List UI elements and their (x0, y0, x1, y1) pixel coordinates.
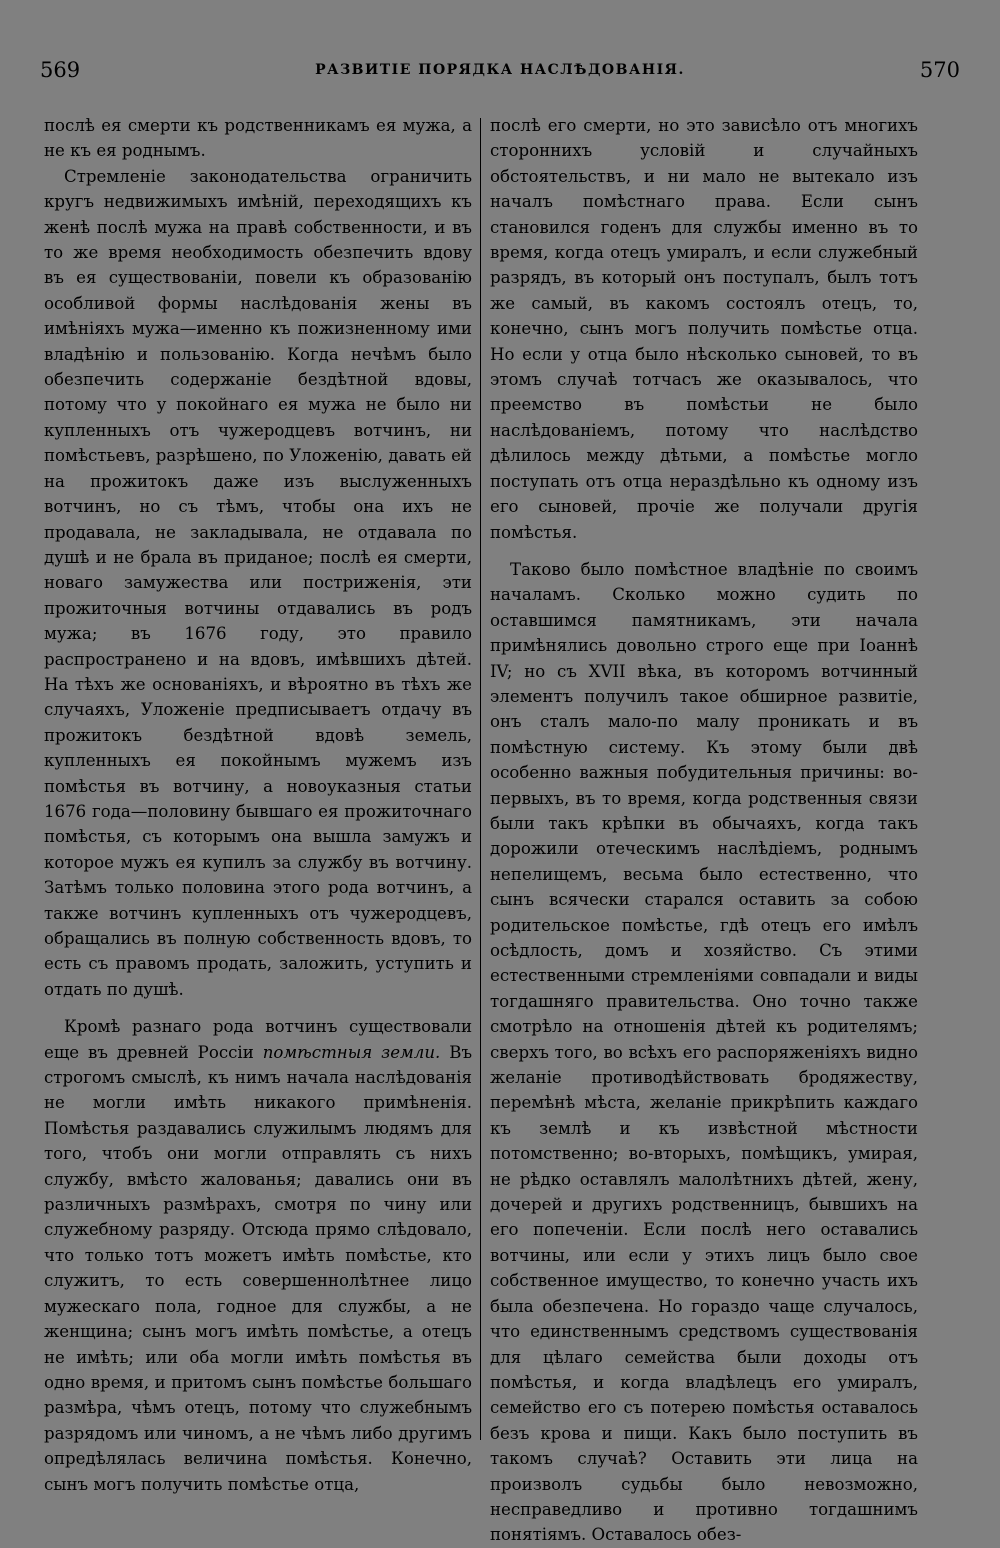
running-title: РАЗВИТІЕ ПОРЯДКА НАСЛѢДОВАНІЯ. (315, 62, 685, 78)
paragraph (44, 1014, 472, 1497)
left-column (44, 113, 472, 1497)
paragraph: Таково было помѣстное владѣніе по своимъ началамъ. Сколько можно судить по оставшимся памятникамъ, эти начала примѣнялись довольно строго еще при Іоаннѣ IV; но съ XVII вѣка, въ которомъ вотчинный элементъ получилъ такое обширное развитіе, онъ сталъ мало-по малу проникать и въ помѣстную систему. Къ этому были двѣ особенно важныя побудительныя причины: во-первыхъ, въ то время, когда родственныя связи были такъ крѣпки въ обычаяхъ, когда такъ дорожили отеческимъ наслѣдіемъ, роднымъ непелищемъ, весьма было естественно, что сынъ всячески старался оставить за собою родительское помѣстье, гдѣ отецъ его имѣлъ осѣдлость, домъ и хозяйство. Съ этими естественными стремленіями совпадали и виды тогдашняго правительства. Оно точно также смотрѣло на отношенія дѣтей къ родителямъ; сверхъ того, во всѣхъ его распоряженіяхъ видно желаніе противодѣйствовать бродяжеству, перемѣнѣ мѣста, желаніе прикрѣпить каждаго къ землѣ и къ извѣстной мѣстности потомственно; во-вторыхъ, помѣщикъ, умирая, не рѣдко оставлялъ малолѣтнихъ дѣтей, жену, дочерей и другихъ родственницъ, бывшихъ на его попеченіи. Если послѣ него оставались вотчины, или если у этихъ лицъ было свое собственное имущество, то конечно участь ихъ была обезпечена. Но гораздо чаще случалось, что единственнымъ средствомъ существованія для цѣлаго семейства были доходы отъ помѣстья, и когда владѣлецъ его умиралъ, семейство его съ потерею помѣстья оставалось безъ крова и пищи. Какъ было поступить въ такомъ случаѣ? Оставить эти лица на произволъ судьбы было невозможно, несправедливо и противно тогдашнимъ понятіямъ. Оставалось обез- (490, 559, 918, 1545)
paragraph: послѣ его смерти, но это зависѣло отъ многихъ стороннихъ условій и случайныхъ обстоятельствъ, и ни мало не вытекало изъ началъ помѣстнаго права. Если сынъ становился годенъ для службы именно въ то время, когда отецъ умиралъ, и если служебный разрядъ, въ который онъ поступалъ, былъ тотъ же самый, въ какомъ состоялъ отецъ, то, конечно, сынъ могъ получить помѣстье отца. Но если у отца было нѣсколько сыновей, то въ этомъ случаѣ тотчасъ же оказывалось, что преемство въ помѣстьи не было наслѣдованіемъ, потому что наслѣдство дѣлилось между дѣтьми, а помѣстье могло поступать отъ отца нераздѣльно къ одному изъ его сыновей, прочіе же получали другія помѣстья. (490, 116, 918, 542)
paragraph: Стремленіе законодательства ограничить кругъ недвижимыхъ имѣній, переходящихъ къ женѣ послѣ мужа на правѣ собственности, и въ то же время необходимость обезпечить вдову въ ея существованіи, повели къ образованію особливой формы наслѣдованія жены въ имѣніяхъ мужа—именно къ пожизненному ими владѣнію и пользованію. Когда нечѣмъ было обезпечить содержаніе бездѣтной вдовы, потому что у покойнаго ея мужа не было ни купленныхъ отъ чужеродцевъ вотчинъ, ни помѣстьевъ, разрѣшено, по Уложенію, давать ей на прожитокъ даже изъ выслуженныхъ вотчинъ, но съ тѣмъ, чтобы она ихъ не продавала, не закладывала, не отдавала по душѣ и не брала въ приданое; послѣ ея смерти, новаго замужества или постриженія, эти прожиточныя вотчины отдавались въ родъ мужа; въ 1676 году, это правило распространено и на вдовъ, имѣвшихъ дѣтей. На тѣхъ же основаніяхъ, и вѣроятно въ тѣхъ же случаяхъ, Уложеніе предписываетъ отдачу въ прожитокъ бездѣтной вдовѣ земель, купленныхъ ея покойнымъ мужемъ изъ помѣстья въ вотчину, а новоуказныя статьи 1676 года—половину бывшаго ея прожиточнаго помѣстья, съ которымъ она вышла замужъ и которое мужъ ея купилъ за службу въ вотчину. Затѣмъ только половина этого рода вотчинъ, а также вотчинъ купленныхъ отъ чужеродцевъ, обращались въ полную собственность вдовъ, то есть съ правомъ продать, заложить, уступить и отдать по душѣ. (44, 166, 472, 999)
column-divider (480, 118, 481, 1440)
right-page-number: 570 (919, 58, 960, 82)
paragraph: послѣ ея смерти къ родственникамъ ея мужа, а не къ ея роднымъ. (44, 116, 472, 161)
paragraph-text: Кромѣ разнаго рода вотчинъ существовали еще въ древней Россіи (44, 1017, 472, 1062)
italic-term: помѣстныя земли. (262, 1042, 441, 1062)
paragraph-text: Въ строгомъ смыслѣ, къ нимъ начала наслѣдованія не могли имѣть никакого примѣненія. Помѣстья раздавались служилымъ людямъ для того, чтобъ они могли отправлять съ нихъ службу, вмѣсто жалованья; давались они въ различныхъ размѣрахъ, смотря по чину или служебному разряду. Отсюда прямо слѣдовало, что только тотъ можетъ имѣть помѣстье, кто служитъ, то есть совершеннолѣтнее лицо мужескаго пола, годное для службы, а не женщина; сынъ могъ имѣть помѣстье, а отецъ не имѣть; или оба могли имѣть помѣстья въ одно время, и притомъ сынъ помѣстье большаго размѣра, чѣмъ отецъ, потому что служебнымъ разрядомъ или чиномъ, а не чѣмъ либо другимъ опредѣлялась величина помѣстья. Конечно, сынъ могъ получить помѣстье отца, (44, 1042, 473, 1494)
left-page-number: 569 (40, 58, 81, 82)
right-column (490, 113, 918, 1548)
page-header (40, 58, 960, 90)
